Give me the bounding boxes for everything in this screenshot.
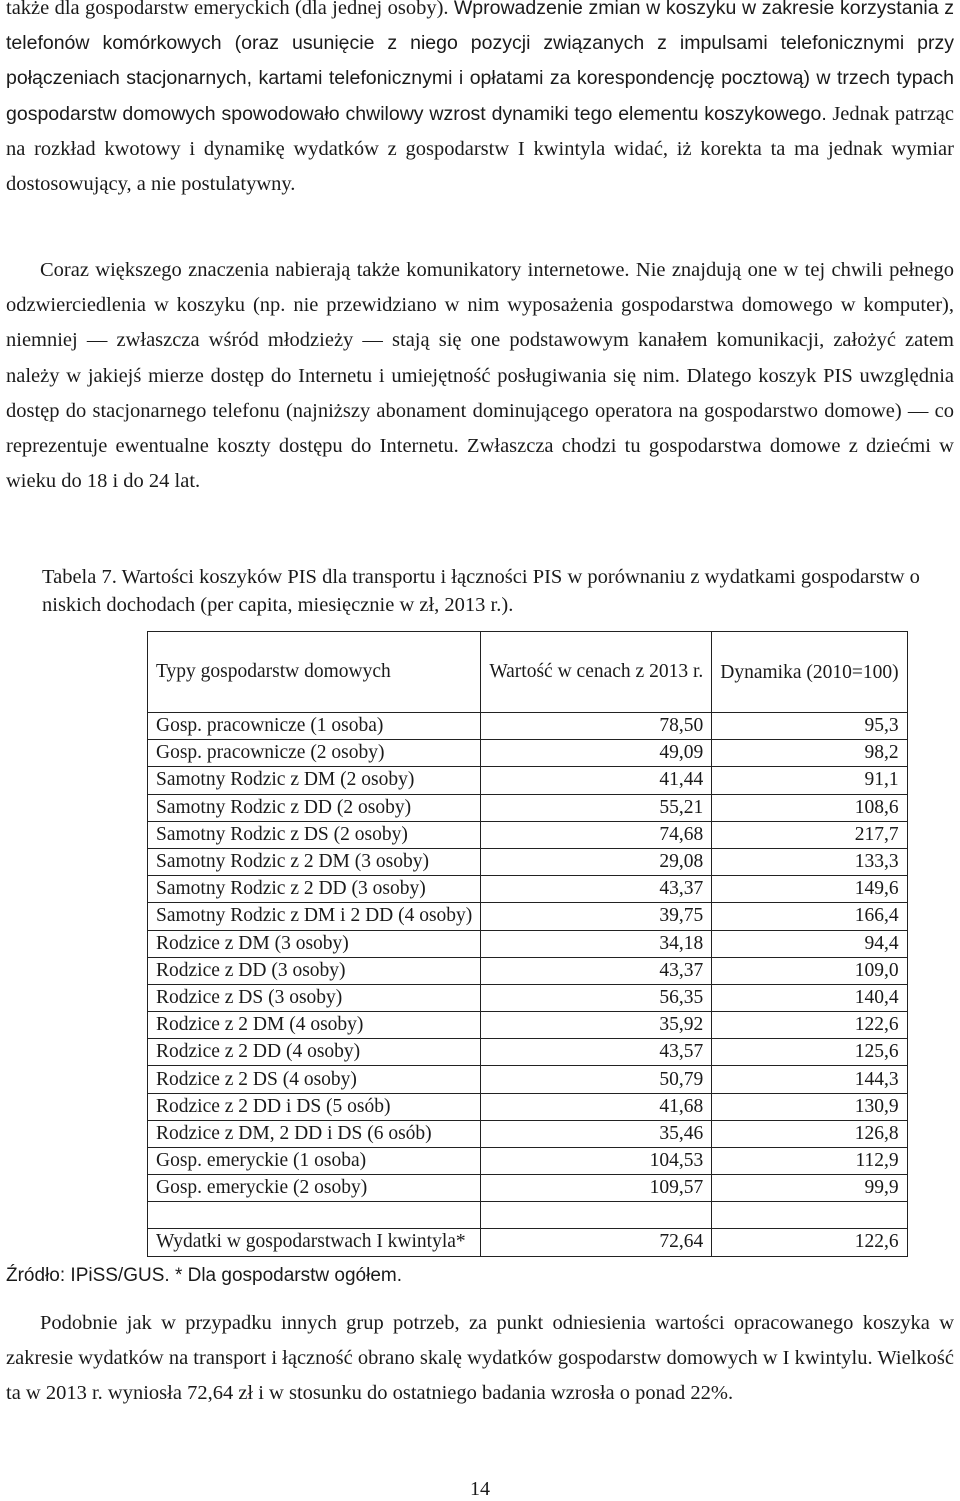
cell-household-type: Samotny Rodzic z DM (2 osoby)	[148, 767, 481, 794]
cell-household-type: Gosp. pracownicze (1 osoba)	[148, 713, 481, 740]
cell-household-type: Rodzice z 2 DD (4 osoby)	[148, 1039, 481, 1066]
table-header-row	[148, 632, 908, 713]
cell-dynamics: 91,1	[712, 767, 907, 794]
table-row	[148, 767, 908, 794]
cell-value: 74,68	[481, 821, 712, 848]
empty-cell	[481, 1202, 712, 1229]
table-row	[148, 1120, 908, 1147]
cell-dynamics: 126,8	[712, 1120, 907, 1147]
cell-household-type: Rodzice z 2 DS (4 osoby)	[148, 1066, 481, 1093]
cell-household-type: Samotny Rodzic z DM i 2 DD (4 osoby)	[148, 903, 481, 930]
table-row	[148, 848, 908, 875]
cell-value: 104,53	[481, 1148, 712, 1175]
cell-dynamics: 166,4	[712, 903, 907, 930]
table-row	[148, 821, 908, 848]
header-value: Wartość w cenach z 2013 r.	[481, 632, 712, 713]
cell-household-type: Rodzice z DD (3 osoby)	[148, 957, 481, 984]
table-row	[148, 740, 908, 767]
paragraph-1-serif-start: także dla gospodarstw emeryckich (dla jednej osoby).	[6, 0, 454, 19]
table-row	[148, 903, 908, 930]
table-spacer-row	[148, 1202, 908, 1229]
table-row	[148, 794, 908, 821]
header-household-type: Typy gospodarstw domowych	[148, 632, 481, 713]
paragraph-1-serif-end: Jednak patrząc na rozkład kwotowy i dynamikę wydatków z gospodarstw I kwintyla widać, iż korekta ta ma jednak wymiar dostosowujący, a nie postulatywny.	[6, 102, 954, 196]
page-number: 14	[470, 1478, 490, 1500]
table-row	[148, 1175, 908, 1202]
table-row	[148, 1012, 908, 1039]
cell-household-type: Rodzice z DS (3 osoby)	[148, 984, 481, 1011]
paragraph-1-sans: Wprowadzenie zmian w koszyku w zakresie korzystania z telefonów komórkowych (oraz usunięcie z niego pozycji związanych z impulsami telefonicznymi przy połączeniach stacjonarnych, kartami telefonicznymi i opłatami za korespondencję pocztową) w trzech typach gospodarstw domowych spowodowało chwilowy wzrost dynamiki tego elementu koszykowego.	[6, 0, 954, 125]
cell-value: 29,08	[481, 848, 712, 875]
cell-household-type: Samotny Rodzic z 2 DD (3 osoby)	[148, 876, 481, 903]
cell-dynamics: 122,6	[712, 1012, 907, 1039]
cell-dynamics: 125,6	[712, 1039, 907, 1066]
cell-household-type: Rodzice z DM, 2 DD i DS (6 osób)	[148, 1120, 481, 1147]
table-caption: Tabela 7. Wartości koszyków PIS dla transportu i łączności PIS w porównaniu z wydatkami gospodarstw o niskich dochodach (per capita, miesięcznie w zł, 2013 r.).	[42, 566, 920, 616]
cell-value: 41,44	[481, 767, 712, 794]
table-row	[148, 1039, 908, 1066]
table-row	[148, 1093, 908, 1120]
paragraph-3: Podobnie jak w przypadku innych grup potrzeb, za punkt odniesienia wartości opracowanego koszyka w zakresie wydatków na transport i łączność obrano skalę wydatków gospodarstw domowych w I kwintylu. Wielkość ta w 2013 r. wyniosła 72,64 zł i w stosunku do ostatniego badania wzrosła o ponad 22%.	[6, 1312, 954, 1405]
table-row	[148, 984, 908, 1011]
cell-value: 41,68	[481, 1093, 712, 1120]
cell-dynamics: 130,9	[712, 1093, 907, 1120]
cell-household-type: Samotny Rodzic z DD (2 osoby)	[148, 794, 481, 821]
cell-value: 50,79	[481, 1066, 712, 1093]
cell-household-type: Samotny Rodzic z DS (2 osoby)	[148, 821, 481, 848]
header-dynamics: Dynamika (2010=100)	[712, 632, 907, 713]
cell-household-type: Gosp. emeryckie (1 osoba)	[148, 1148, 481, 1175]
cell-value: 56,35	[481, 984, 712, 1011]
cell-dynamics: 140,4	[712, 984, 907, 1011]
cell-dynamics: 144,3	[712, 1066, 907, 1093]
table-summary-row	[148, 1229, 908, 1256]
cell-value: 55,21	[481, 794, 712, 821]
cell-dynamics: 122,6	[712, 1229, 907, 1256]
cell-dynamics: 112,9	[712, 1148, 907, 1175]
paragraph-1	[6, 0, 954, 202]
data-table	[147, 631, 908, 1257]
cell-dynamics: 98,2	[712, 740, 907, 767]
cell-dynamics: 95,3	[712, 713, 907, 740]
table-row	[148, 1066, 908, 1093]
cell-dynamics: 109,0	[712, 957, 907, 984]
cell-dynamics: 217,7	[712, 821, 907, 848]
cell-value: 43,57	[481, 1039, 712, 1066]
cell-household-type: Rodzice z DM (3 osoby)	[148, 930, 481, 957]
cell-dynamics: 99,9	[712, 1175, 907, 1202]
table-body	[148, 713, 908, 1257]
source-note: Źródło: IPiSS/GUS. * Dla gospodarstw ogółem.	[6, 1265, 403, 1286]
table-row	[148, 876, 908, 903]
cell-dynamics: 94,4	[712, 930, 907, 957]
empty-cell	[712, 1202, 907, 1229]
cell-household-type: Rodzice z 2 DM (4 osoby)	[148, 1012, 481, 1039]
cell-value: 35,92	[481, 1012, 712, 1039]
cell-dynamics: 149,6	[712, 876, 907, 903]
cell-household-type: Wydatki w gospodarstwach I kwintyla*	[148, 1229, 481, 1256]
cell-value: 72,64	[481, 1229, 712, 1256]
table-row	[148, 957, 908, 984]
cell-value: 34,18	[481, 930, 712, 957]
cell-value: 35,46	[481, 1120, 712, 1147]
table-row	[148, 713, 908, 740]
cell-household-type: Gosp. emeryckie (2 osoby)	[148, 1175, 481, 1202]
table-row	[148, 930, 908, 957]
cell-dynamics: 133,3	[712, 848, 907, 875]
cell-value: 43,37	[481, 876, 712, 903]
cell-household-type: Gosp. pracownicze (2 osoby)	[148, 740, 481, 767]
cell-value: 109,57	[481, 1175, 712, 1202]
cell-value: 78,50	[481, 713, 712, 740]
cell-household-type: Rodzice z 2 DD i DS (5 osób)	[148, 1093, 481, 1120]
table-row	[148, 1148, 908, 1175]
cell-value: 39,75	[481, 903, 712, 930]
cell-value: 43,37	[481, 957, 712, 984]
paragraph-2: Coraz większego znaczenia nabierają także komunikatory internetowe. Nie znajdują one w tej chwili pełnego odzwierciedlenia w koszyku (np. nie przewidziano w nim wyposażenia gospodarstwa domowego w komputer), niemniej — zwłaszcza wśród młodzieży — stają się one podstawowym kanałem komunikacji, założyć zatem należy w jakiejś mierze dostęp do Internetu i umiejętność posługiwania się nim. Dlatego koszyk PIS uwzględnia dostęp do stacjonarnego telefonu (najniższy abonament dominującego operatora na gospodarstwo domowe) — co reprezentuje ewentualne koszty dostępu do Internetu. Zwłaszcza chodzi tu gospodarstwa domowe z dziećmi w wieku do 18 i do 24 lat.	[6, 259, 954, 493]
cell-value: 49,09	[481, 740, 712, 767]
empty-cell	[148, 1202, 481, 1229]
cell-dynamics: 108,6	[712, 794, 907, 821]
cell-household-type: Samotny Rodzic z 2 DM (3 osoby)	[148, 848, 481, 875]
